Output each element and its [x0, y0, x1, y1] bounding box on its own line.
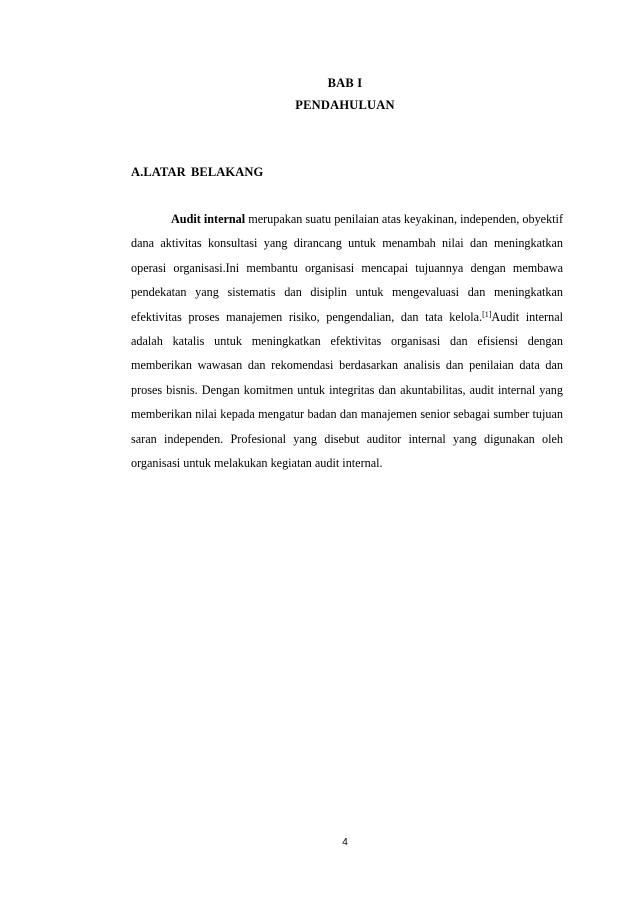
footnote-reference[interactable]: [1]: [482, 309, 492, 319]
paragraph-text-part1: merupakan suatu penilaian atas keyakinan, independen, obyektif dana aktivitas konsultasi yang dirancang untuk menambah nilai dan meningkatkan operasi organisasi.Ini membantu organisasi mencapai tujuannya dengan membawa pendekatan yang sistematis dan disiplin untuk mengevaluasi dan meningkatkan efektivitas proses manajemen risiko, pengendalian, dan tata kelola.: [131, 212, 564, 324]
section-heading: A.LATAR BELAKANG: [131, 165, 264, 179]
body-paragraph: [131, 207, 563, 475]
chapter-title: PENDAHULUAN: [295, 98, 395, 112]
bold-term: Audit internal: [171, 212, 246, 226]
chapter-number: BAB I: [327, 76, 363, 90]
paragraph-text-part2: Audit internal adalah katalis untuk meningkatkan efektivitas organisasi dan efisiensi dengan memberikan wawasan dan rekomendasi berdasarkan analisis dan penilaian data dan proses bisnis. Dengan komitmen untuk integritas dan akuntabilitas, audit internal yang memberikan nilai kepada mengatur badan dan manajemen senior sebagai sumber tujuan saran independen. Profesional yang disebut auditor internal yang digunakan oleh organisasi untuk melakukan kegiatan audit internal.: [131, 309, 564, 471]
page-number: 4: [342, 837, 348, 848]
